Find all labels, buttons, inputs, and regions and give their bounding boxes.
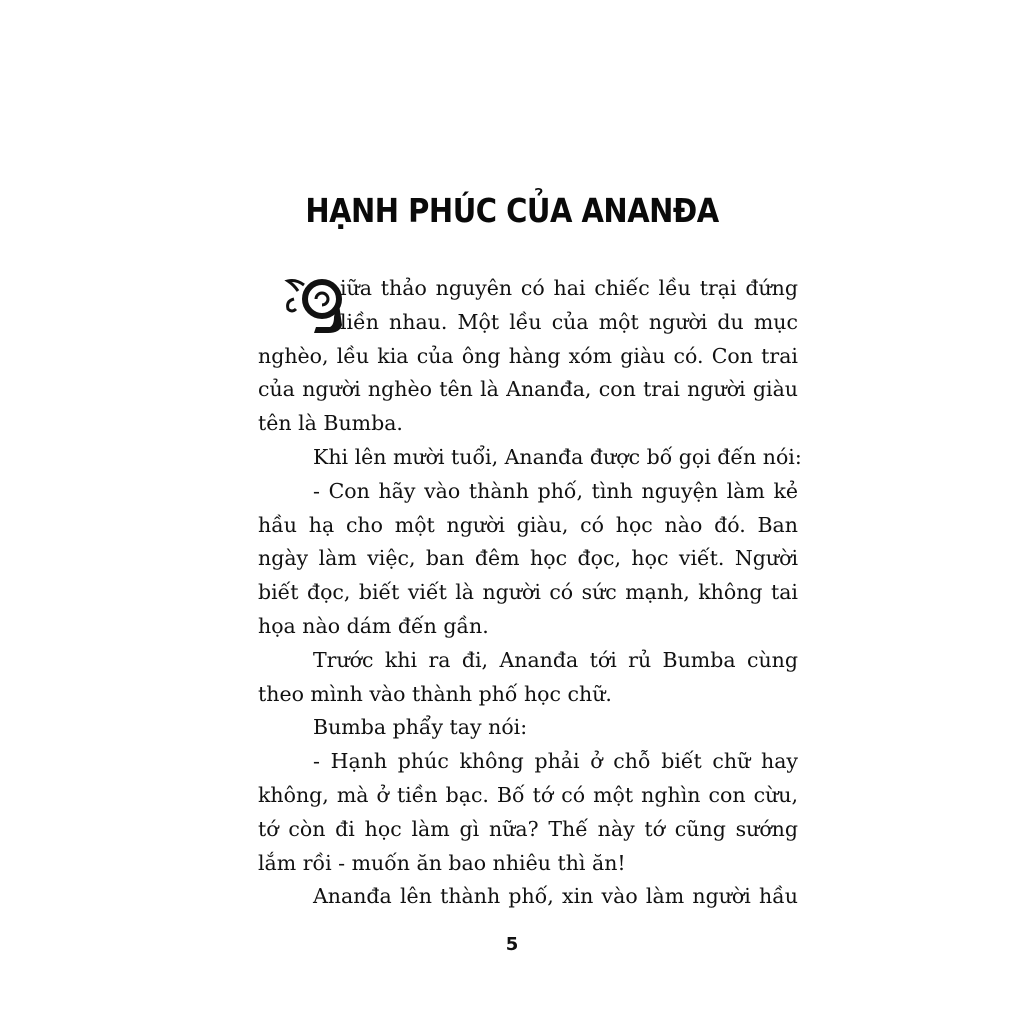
text-line: Trước khi ra đi, Ananđa tới rủ Bumba cùng [313,647,798,672]
text-line: theo mình vào thành phố học chữ. [258,681,612,706]
text-line: - Hạnh phúc không phải ở chỗ biết chữ hay [313,749,798,774]
text-line: tên là Bumba. [258,411,403,436]
text-line: iữa thảo nguyên có hai chiếc lều trại đứng [340,276,798,300]
text-line: Ananđa lên thành phố, xin vào làm người hầu [313,884,798,909]
text-line: liền nhau. Một lều của một người du mục [340,309,798,334]
text-line: họa nào dám đến gần. [258,613,489,638]
text-line: - Con hãy vào thành phố, tình nguyện làm kẻ [313,478,798,503]
text-line: hầu hạ cho một người giàu, có học nào đó. Ban [258,512,798,537]
text-line: tớ còn đi học làm gì nữa? Thế này tớ cũng sướng [258,816,798,841]
text-line: của người nghèo tên là Ananđa, con trai người giàu [258,377,798,402]
story-text [258,272,802,914]
chapter-title: HẠNH PHÚC CỦA ANANĐA [305,191,719,231]
text-line: không, mà ở tiền bạc. Bố tớ có một nghìn con cừu, [258,782,798,807]
text-line: Bumba phẩy tay nói: [313,715,528,740]
page-number: 5 [505,934,519,955]
text-line: nghèo, lều kia của ông hàng xóm giàu có. Con trai [258,343,798,368]
text-line: Khi lên mười tuổi, Ananđa được bố gọi đến nói: [313,444,802,469]
text-line: ngày làm việc, ban đêm học đọc, học viết. Người [258,546,798,571]
text-line: lắm rồi - muốn ăn bao nhiêu thì ăn! [258,850,626,875]
text-line: biết đọc, biết viết là người có sức mạnh, không tai [258,580,798,605]
